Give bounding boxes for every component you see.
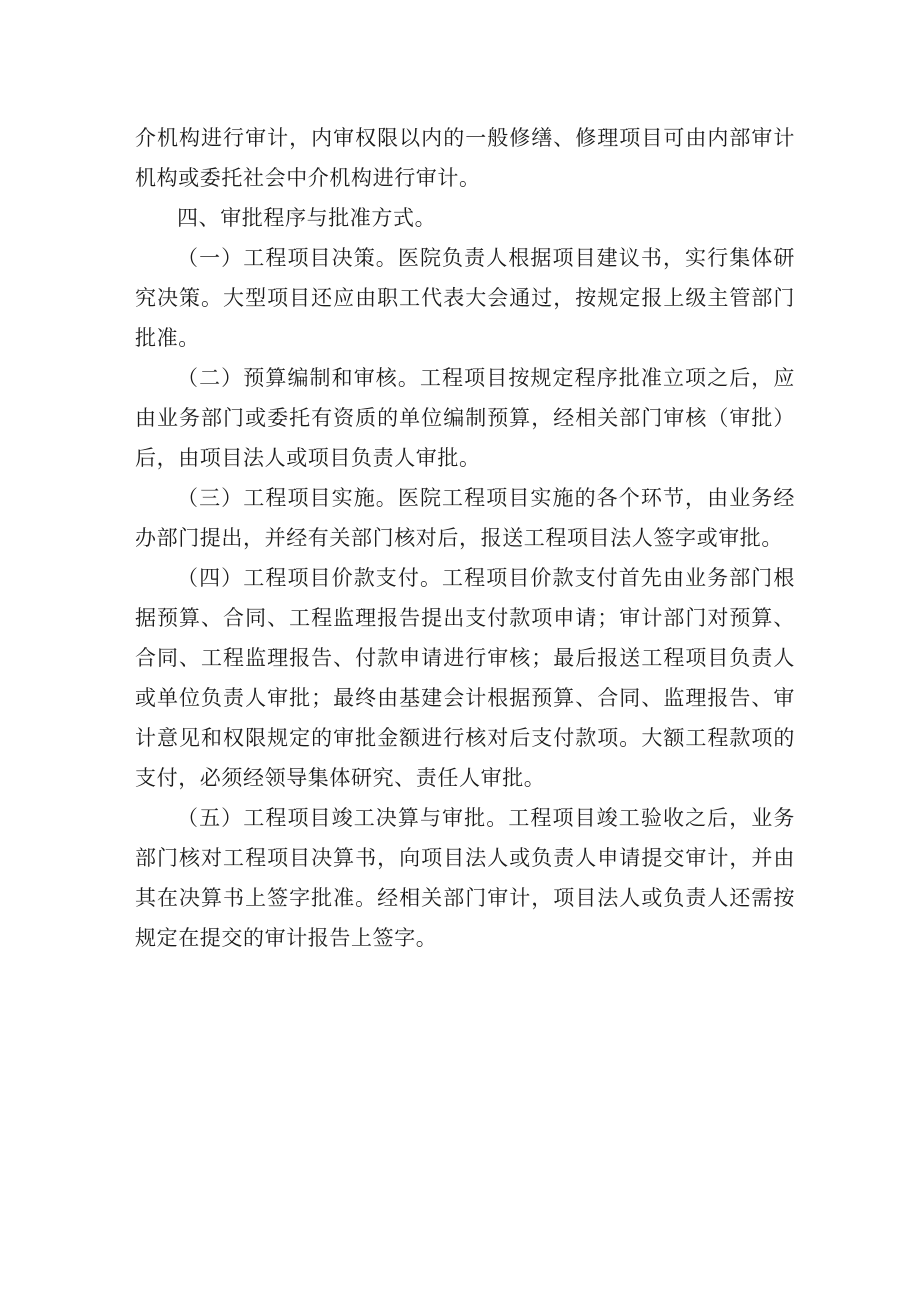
paragraph-item-3-project-implementation: （三）工程项目实施。医院工程项目实施的各个环节，由业务经办部门提出，并经有关部门核对后，报送工程项目法人签字或审批。 <box>135 486 795 550</box>
paragraph-item-2-budget-review: （二）预算编制和审核。工程项目按规定程序批准立项之后，应由业务部门或委托有资质的单位编制预算，经相关部门审核（审批）后，由项目法人或项目负责人审批。 <box>135 366 795 470</box>
paragraph-continuation: 介机构进行审计，内审权限以内的一般修缮、修理项目可由内部审计机构或委托社会中介机构进行审计。 <box>135 126 795 190</box>
paragraph-item-5-final-accounts: （五）工程项目竣工决算与审批。工程项目竣工验收之后，业务部门核对工程项目决算书，向项目法人或负责人申请提交审计，并由其在决算书上签字批准。经相关部门审计，项目法人或负责人还需按规定在提交的审计报告上签字。 <box>135 806 795 950</box>
document-body <box>135 118 795 958</box>
section-heading-approval-procedures: 四、审批程序与批准方式。 <box>177 206 437 230</box>
paragraph-item-1-project-decision: （一）工程项目决策。医院负责人根据项目建议书，实行集体研究决策。大型项目还应由职工代表大会通过，按规定报上级主管部门批准。 <box>135 246 795 350</box>
paragraph-item-4-payment: （四）工程项目价款支付。工程项目价款支付首先由业务部门根据预算、合同、工程监理报告提出支付款项申请；审计部门对预算、合同、工程监理报告、付款申请进行审核；最后报送工程项目负责人或单位负责人审批；最终由基建会计根据预算、合同、监理报告、审计意见和权限规定的审批金额进行核对后支付款项。大额工程款项的支付，必须经领导集体研究、责任人审批。 <box>135 566 795 790</box>
